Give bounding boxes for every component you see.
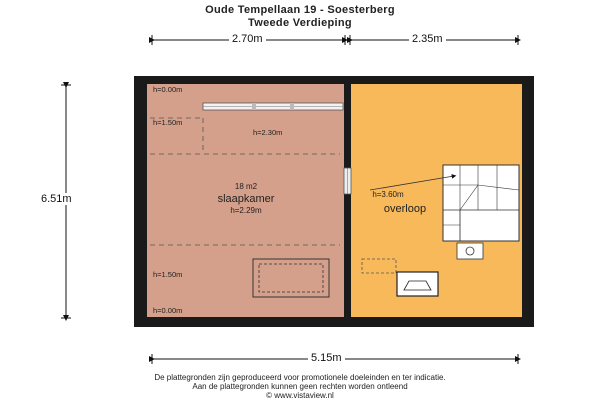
- plan-title: Oude Tempellaan 19 - Soesterberg: [205, 4, 395, 16]
- boiler-icon: [397, 272, 438, 296]
- footer-disclaimer-2: Aan de plattegronden kunnen geen rechten worden ontleend: [192, 382, 408, 391]
- height-label-top-150: h=1.50m: [153, 118, 183, 127]
- room-name-slaapkamer: slaapkamer: [217, 193, 275, 205]
- floor-subtitle: Tweede Verdieping: [248, 17, 352, 29]
- height-label-ridge: h=2.30m: [253, 128, 283, 137]
- room-area-label: 18 m2: [234, 182, 258, 191]
- room-height-slaapkamer: h=2.29m: [230, 206, 262, 215]
- room-height-overloop: h=3.60m: [372, 190, 404, 199]
- dimension-label-top-left: 2.70m: [229, 33, 266, 45]
- height-label-top-zero: h=0.00m: [153, 85, 183, 94]
- footer-copyright: © www.vistaview.nl: [266, 391, 334, 400]
- dimension-label-bottom: 5.15m: [308, 352, 345, 364]
- sink-icon: [457, 243, 483, 259]
- height-label-bottom-zero: h=0.00m: [153, 306, 183, 315]
- height-label-bottom-150: h=1.50m: [153, 270, 183, 279]
- dimension-label-top-right: 2.35m: [409, 33, 446, 45]
- dimension-label-left: 6.51m: [38, 193, 75, 205]
- room-name-overloop: overloop: [383, 203, 427, 215]
- footer-disclaimer-1: De plattegronden zijn geproduceerd voor promotionele doeleinden en ter indicatie.: [154, 373, 446, 382]
- skylight-icon: [203, 103, 343, 110]
